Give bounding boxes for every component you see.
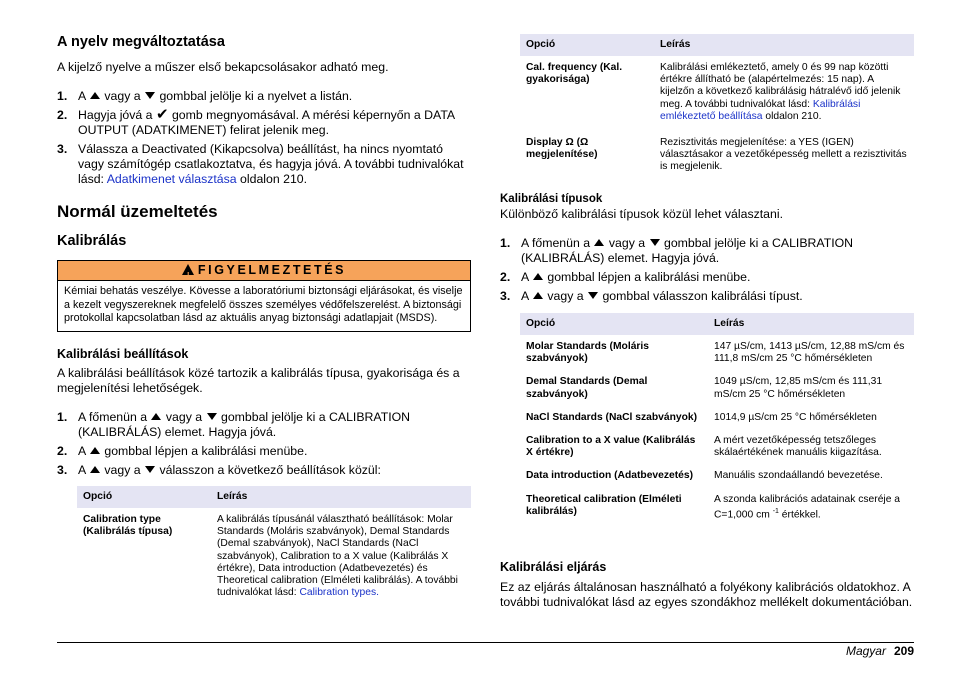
normal-operation-heading: Normál üzemeltetés [57, 202, 218, 221]
table-cell-option: Molar Standards (Moláris szabványok) [526, 341, 650, 365]
list-item: 3. A vagy a válasszon a következő beállítások közül: [57, 463, 381, 477]
list-item: 2. A gombbal lépjen a kalibrálási menübe. [500, 270, 751, 284]
table-header-row [520, 313, 914, 335]
settings-table [77, 486, 471, 604]
link-calibration-reminder[interactable]: Kalibrálási emlékeztető beállítása [660, 98, 861, 122]
checkmark-icon: ✔ [155, 106, 169, 123]
table-cell-option: Theoretical calibration (Elméleti kalibrálás) [526, 493, 682, 517]
up-arrow-icon [594, 239, 604, 246]
table-row [520, 406, 914, 429]
list-item: 1. A vagy a gombbal jelölje ki a nyelvet a listán. [57, 89, 353, 103]
link-calibration-types[interactable]: Calibration types. [299, 587, 380, 599]
table-row [520, 128, 914, 179]
link-data-output[interactable]: Adatkimenet választása [106, 172, 237, 186]
language-heading: A nyelv megváltoztatása [57, 34, 225, 50]
table-header-description: Leírás [708, 313, 914, 335]
table-cell-option: Demal Standards (Demal szabványok) [526, 376, 648, 400]
up-arrow-icon [533, 273, 543, 280]
table-header-option: Opció [520, 313, 708, 335]
table-cell-description: Kalibrálási emlékeztető, amely 0 és 99 nap közötti értékre állítható be (alapértelmezés: 15 nap). A kijelzőn a következő kalibrálásig hátralévő idő jelenik meg. A további tudnivalókat lásd: Kalibrálási emlékeztető beállítása oldalon 210. [660, 62, 901, 122]
table-row [520, 464, 914, 487]
warning-text: Kémiai behatás veszélye. Kövesse a laboratóriumi biztonsági eljárásokat, és viselje a kezelt vegyszereknek megfelelő összes személyes védőfelszerelést. A biztonsági protokollal kapcsolatban lásd az aktuális anyag biztonsági adatlapjait (MSDS). [64, 285, 463, 324]
warning-box [57, 260, 471, 332]
table-cell-description: A kalibrálás típusánál választható beállítások: Molar Standards (Moláris szabványok), Demal Standards (Demal szabványok), NaCl Standards (NaCl szabványok), Calibration to a X value (Kalibrálás X értékre), Data introduction (Adatbevezetés) és Theoretical calibration (Elméleti kalibrálás). A további tudnivalókat lásd: Calibration types. [217, 514, 458, 599]
table-header-row [520, 34, 914, 56]
table-row [520, 370, 914, 405]
table-cell-description: A mért vezetőképesség tetszőleges skálaértékének manuális kiigazítása. [714, 435, 882, 459]
list-item: 3. A vagy a gombbal válasszon kalibrálási típust. [500, 289, 803, 303]
down-arrow-icon [145, 92, 155, 99]
calibration-types-heading: Kalibrálási típusok [500, 193, 603, 205]
up-arrow-icon [90, 466, 100, 473]
table-cell-description: Manuális szondaállandó bevezetése. [714, 470, 883, 482]
calibration-settings-intro: A kalibrálási beállítások közé tartozik a kalibrálás típusa, gyakorisága és a megjelenítési lehetőségek. [57, 366, 460, 395]
list-item: 2. A gombbal lépjen a kalibrálási menübe. [57, 444, 308, 458]
list-item: 2. Hagyja jóvá a ✔ gomb megnyomásával. A mérési képernyőn a DATA OUTPUT (ADATKIMENET) felirat jelenik meg. [57, 106, 455, 137]
types-steps [500, 236, 914, 308]
table-row [520, 429, 914, 464]
footer-divider [57, 642, 914, 643]
page-number: 209 [893, 644, 914, 658]
list-item: 3. Válassza a Deactivated (Kikapcsolva) beállítást, ha nincs nyomtató vagy számítógép csatlakoztatva, és hagyja jóvá. A további tudnivalókat lásd: Adatkimenet választása oldalon 210. [57, 142, 464, 186]
table-cell-option: Data introduction (Adatbevezetés) [526, 470, 694, 482]
table-cell-description: Rezisztivitás megjelenítése: a YES (IGEN) választásakor a vezetőképesség mellett a rezisztivitás is megjelenik. [660, 137, 907, 173]
down-arrow-icon [588, 292, 598, 299]
table-cell-option: Display Ω (Ω megjelenítése) [526, 137, 598, 161]
table-header-option: Opció [77, 486, 211, 508]
table-cell-option: Calibration to a X value (Kalibrálás X értékre) [526, 435, 696, 459]
up-arrow-icon [151, 413, 161, 420]
page-footer [846, 644, 914, 658]
table-row [520, 335, 914, 370]
table-cell-description: 1049 µS/cm, 12,85 mS/cm és 111,31 mS/cm 25 °C hőmérsékleten [714, 376, 883, 400]
table-cell-option: NaCl Standards (NaCl szabványok) [526, 411, 698, 423]
settings-table-continued [520, 34, 914, 179]
footer-language: Magyar [845, 644, 886, 658]
table-header-description: Leírás [211, 486, 471, 508]
table-row [520, 488, 914, 527]
list-item: 1. A főmenün a vagy a gombbal jelölje ki a CALIBRATION (KALIBRÁLÁS) elemet. Hagyja jóvá. [57, 410, 411, 439]
table-header-option: Opció [520, 34, 654, 56]
language-steps [57, 89, 471, 191]
down-arrow-icon [145, 466, 155, 473]
warning-title: FIGYELMEZTETÉS [197, 263, 347, 277]
table-cell-description: A szonda kalibrációs adatainak cseréje a C=1,000 cm $^{-1}$ értékkel. [714, 493, 901, 521]
calibration-procedure-text: Ez az eljárás általánosan használható a folyékony kalibrációs oldatokhoz. A további tudnivalókat lásd az egyes szondákhoz mellékelt dokumentációban. [500, 580, 913, 609]
down-arrow-icon [207, 413, 217, 420]
settings-steps [57, 410, 471, 482]
calibration-heading: Kalibrálás [57, 233, 127, 249]
table-row [520, 56, 914, 128]
up-arrow-icon [90, 447, 100, 454]
up-arrow-icon [90, 92, 100, 99]
calibration-types-table [520, 313, 914, 526]
table-cell-option: Calibration type (Kalibrálás típusa) [83, 514, 173, 538]
calibration-procedure-heading: Kalibrálási eljárás [500, 560, 607, 574]
table-header-row [77, 486, 471, 508]
warning-triangle-icon: ! [182, 264, 194, 275]
table-cell-description: 1014,9 µS/cm 25 °C hőmérsékleten [714, 411, 877, 423]
table-header-description: Leírás [654, 34, 914, 56]
calibration-types-intro: Különböző kalibrálási típusok közül lehet választani. [500, 207, 783, 221]
up-arrow-icon [533, 292, 543, 299]
down-arrow-icon [650, 239, 660, 246]
list-item: 1. A főmenün a vagy a gombbal jelölje ki a CALIBRATION (KALIBRÁLÁS) elemet. Hagyja jóvá. [500, 236, 854, 265]
warning-header [58, 261, 470, 281]
table-row [77, 508, 471, 604]
table-cell-description: 147 µS/cm, 1413 µS/cm, 12,88 mS/cm és 111,8 mS/cm 25 °C hőmérsékleten [714, 341, 905, 365]
language-intro: A kijelző nyelve a műszer első bekapcsolásakor adható meg. [57, 60, 389, 74]
table-cell-option: Cal. frequency (Kal. gyakorisága) [526, 62, 623, 86]
calibration-settings-heading: Kalibrálási beállítások [57, 347, 189, 361]
